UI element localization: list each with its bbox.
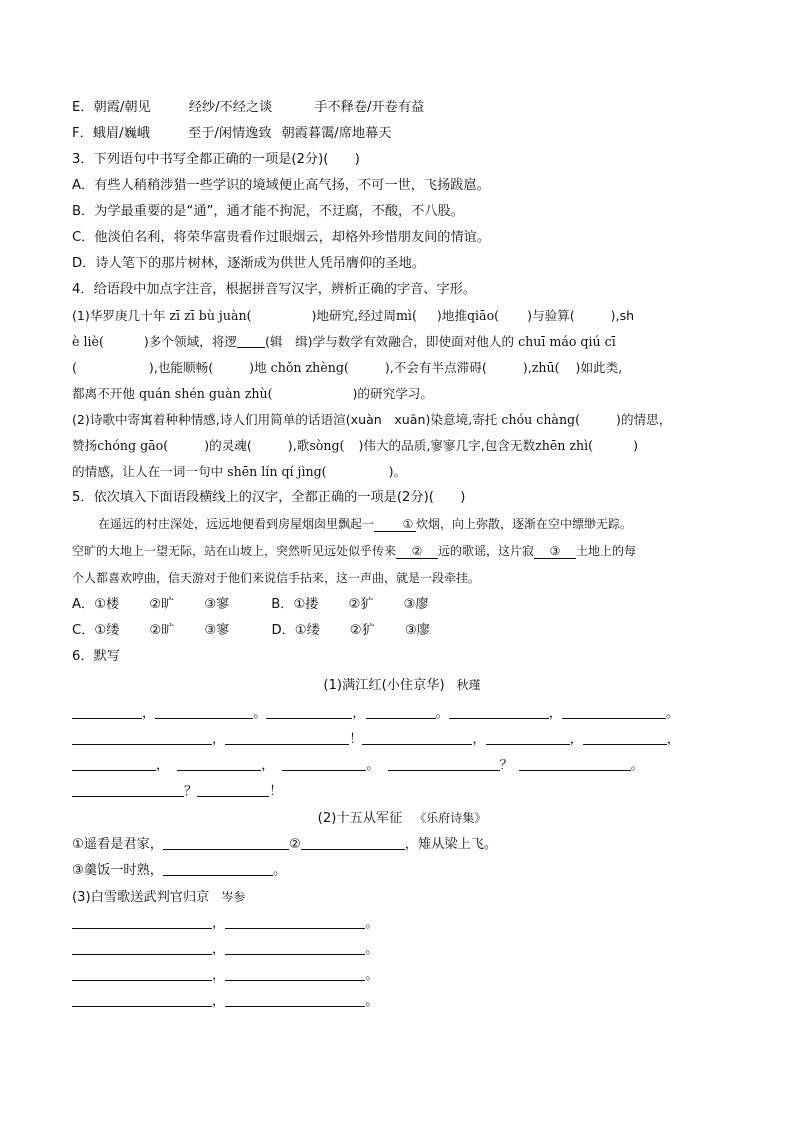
text: ),歌: [287, 438, 310, 453]
poem-1-blanks-line4: [72, 779, 732, 805]
punct: ，: [142, 706, 156, 721]
option-b-2: ②犷: [348, 597, 374, 612]
option-f-c: 朝霞暮霭/席地幕天: [281, 126, 392, 141]
poem-3-title: [72, 884, 732, 911]
option-c-2: ②旷: [149, 623, 175, 638]
poem-1-blanks-line1: [72, 701, 732, 727]
pinyin: mì(: [395, 308, 417, 323]
punct: ？: [184, 784, 198, 799]
text: ),也能顺畅(: [148, 360, 214, 375]
answer-blank[interactable]: [225, 992, 365, 1007]
text: 的情感，让人在一词一句中: [72, 464, 224, 479]
text: 赞扬: [72, 438, 98, 453]
option-f-b: 至于/闲情逸致: [187, 126, 272, 141]
answer-blank[interactable]: [72, 730, 212, 745]
answer-blank[interactable]: [72, 992, 212, 1007]
pinyin: chuī máo qiú cī: [518, 334, 616, 349]
pinyin: chǒn zhèng(: [270, 360, 349, 375]
text: ，雉从梁上飞。: [404, 837, 498, 852]
text: 土地上的每: [576, 544, 637, 558]
answer-blank[interactable]: [177, 756, 261, 771]
option-d-3: ③廖: [404, 623, 430, 638]
pinyin: è liè(: [72, 334, 104, 349]
text: )如此类,: [575, 360, 623, 375]
punct: ？: [499, 758, 513, 773]
answer-blank[interactable]: [225, 914, 365, 929]
question-3-option-b: B．为学最重要的是“通”，通才能不拘泥，不迂腐，不酸，不八股。: [72, 204, 464, 219]
text: )多个领域，将逻: [143, 334, 237, 349]
text: (: [72, 360, 77, 375]
poem-3-blanks-line2: [72, 937, 732, 963]
question-4-para2-line2: [72, 433, 732, 459]
answer-blank[interactable]: [72, 756, 156, 771]
answer-blank[interactable]: [282, 756, 366, 771]
option-a-1[interactable]: A．①楼: [72, 597, 120, 612]
answer-blank[interactable]: [197, 782, 269, 797]
answer-blank[interactable]: [519, 756, 631, 771]
text: )伟大的品质,寥寥几字,包含无数: [358, 438, 536, 453]
poem-author: 《乐府诗集》: [414, 811, 487, 825]
answer-blank[interactable]: [163, 861, 273, 876]
pinyin: zhū(: [531, 360, 560, 375]
text: (1)华罗庚几十年: [72, 308, 166, 323]
answer-blank[interactable]: [366, 704, 436, 719]
text: )的研究学习。: [352, 386, 433, 401]
blank-2[interactable]: ②: [396, 544, 438, 559]
poem-title: (1)满江红(小住京华): [323, 678, 445, 693]
punct: ，: [212, 916, 226, 931]
question-5-passage-line1: [72, 511, 732, 538]
text: 。: [272, 863, 287, 878]
poem-3-blanks-line4: [72, 989, 732, 1015]
punct: ，: [472, 732, 486, 747]
punct: ，: [156, 758, 170, 773]
blank-3[interactable]: ③: [534, 544, 576, 559]
text: ): [633, 438, 639, 453]
text: )的灵魂(: [204, 438, 252, 453]
question-3-option-d: D．诗人笔下的那片树林，逐渐成为供世人凭吊膺仰的圣地。: [72, 256, 426, 271]
option-d-2: ②犷: [349, 623, 375, 638]
text: 都离不开他: [72, 386, 135, 401]
punct: ！: [269, 784, 283, 799]
punct: 。: [665, 706, 680, 721]
option-a-2: ②旷: [149, 597, 175, 612]
punct: 。: [365, 994, 379, 1009]
question-5-options-ab: [72, 592, 732, 618]
answer-blank[interactable]: [237, 333, 265, 348]
question-4-stem: 4．给语段中加点字注音，根据拼音写汉字，辨析正确的字音、字形。: [72, 282, 477, 297]
poem-1-blanks-line2: [72, 727, 732, 753]
question-4-para2-line1: [72, 407, 732, 433]
question-3-option-a: A．有些人稍稍涉猎一些学识的境域便止高气扬，不可一世，飞扬跋扈。: [72, 178, 490, 193]
option-c-1[interactable]: C．①缕: [72, 623, 120, 638]
text: 远的歌谣，这片寂: [438, 544, 535, 558]
pinyin: sòng(: [309, 438, 345, 453]
text: ②: [288, 837, 301, 852]
poem-1-blanks-line3: [72, 753, 732, 779]
text: ③羹饭一时熟，: [72, 863, 163, 878]
text: ),: [522, 360, 532, 375]
question-3-stem: 3．下列语句中书写全都正确的一项是(2分)( ): [72, 152, 360, 167]
question-3-option-c: C．他淡伯名利，将荣华富贵看作过眼烟云，却格外珍惜朋友间的情谊。: [72, 230, 491, 245]
text: )。: [388, 464, 407, 479]
punct: 。: [365, 916, 379, 931]
question-5-options-cd: [72, 618, 732, 644]
text: (2)诗歌中寄寓着种种情感,诗人们用简单的话语渲(xuàn xuān)染意境,寄托: [72, 412, 498, 427]
answer-blank[interactable]: [155, 704, 253, 719]
question-5-passage-line2: [72, 538, 732, 565]
pinyin: shēn lín qí jìng(: [227, 464, 327, 479]
pinyin: zī zī bù juàn(: [169, 308, 252, 323]
answer-blank[interactable]: [225, 940, 365, 955]
answer-blank[interactable]: [583, 730, 667, 745]
punct: ，: [212, 732, 226, 747]
pinyin: qiāo(: [466, 308, 500, 323]
answer-blank[interactable]: [225, 730, 349, 745]
poem-1-title: [72, 672, 732, 699]
pinyin: chóu chàng(: [501, 412, 581, 427]
question-6-stem: 6．默写: [72, 649, 120, 664]
answer-blank[interactable]: [362, 730, 472, 745]
poem-3-blanks-line1: [72, 911, 732, 937]
text: )地: [249, 360, 267, 375]
text: )的情思，: [616, 412, 672, 427]
question-4-para1-line1: [72, 303, 732, 329]
option-e-c: 手不释卷/开卷有益: [314, 100, 425, 115]
poem-author: 岑参: [221, 890, 246, 904]
punct: 。: [365, 942, 379, 957]
answer-blank[interactable]: [163, 835, 289, 850]
poem-2-line2: [72, 858, 732, 884]
exam-page: [72, 95, 732, 1015]
text: ),不会有半点滞碍(: [384, 360, 487, 375]
question-4-para1-line2: [72, 329, 732, 355]
text: ),sh: [610, 308, 635, 323]
question-4-para2-line3: [72, 459, 732, 485]
option-e-a: E．朝霞/朝见: [72, 100, 151, 115]
pinyin: zhēn zhì(: [535, 438, 594, 453]
poem-2-line1: [72, 832, 732, 858]
text: 在遥远的村庄深处，远远地便看到房屋烟囱里飘起一: [98, 517, 375, 531]
punct: ，: [666, 732, 680, 747]
punct: ，: [548, 706, 562, 721]
answer-blank[interactable]: [72, 940, 212, 955]
punct: 。: [435, 706, 449, 721]
poem-author: 秋瑾: [456, 678, 481, 692]
text: )地研究,经过周: [311, 308, 396, 323]
poem-2-title: [72, 805, 732, 832]
option-a-3: ③寥: [204, 597, 230, 612]
option-b-3: ③廖: [403, 597, 429, 612]
pinyin: chóng gāo(: [97, 438, 169, 453]
text: )地推: [436, 308, 467, 323]
option-e: [72, 95, 732, 121]
answer-blank[interactable]: [72, 782, 184, 797]
option-c-3: ③寥: [204, 623, 230, 638]
text: (辑 缉)学与数学有效融合，即使面对他人的: [264, 334, 515, 349]
answer-blank[interactable]: [225, 966, 365, 981]
text: 空旷的大地上一望无际，站在山坡上，突然听见远处似乎传来: [72, 544, 397, 558]
answer-blank[interactable]: [301, 835, 405, 850]
option-f-a: F．蛾眉/巍峨: [72, 126, 150, 141]
punct: ，: [212, 942, 226, 957]
punct: ！: [349, 732, 363, 747]
punct: ，: [212, 968, 226, 983]
text: 炊烟，向上弥散，逐渐在空中缥缈无踪。: [416, 517, 633, 531]
answer-blank[interactable]: [449, 704, 549, 719]
answer-blank[interactable]: [72, 914, 212, 929]
punct: ，: [261, 758, 275, 773]
answer-blank[interactable]: [266, 704, 352, 719]
question-5-passage-line3: 个人都喜欢哼曲，信天游对于他们来说信手拈来，这一声曲，就是一段牵挂。: [72, 571, 481, 585]
pinyin: quán shén guàn zhù(: [138, 386, 273, 401]
blank-1[interactable]: ①: [374, 517, 416, 532]
answer-blank[interactable]: [562, 704, 666, 719]
punct: ，: [569, 732, 583, 747]
option-d-1[interactable]: D．①缕: [271, 623, 320, 638]
text: ①遥看是君家，: [72, 837, 163, 852]
question-4-para1-line4: [72, 381, 732, 407]
answer-blank[interactable]: [72, 704, 142, 719]
question-5-stem: 5．依次填入下面语段横线上的汉字，全都正确的一项是(2分)( ): [72, 490, 466, 505]
answer-blank[interactable]: [388, 756, 500, 771]
poem-title: (3)白雪歌送武判官归京: [72, 890, 210, 905]
punct: 。: [366, 758, 380, 773]
answer-blank[interactable]: [486, 730, 570, 745]
option-f: [72, 121, 732, 147]
punct: ，: [212, 994, 226, 1009]
poem-3-blanks-line3: [72, 963, 732, 989]
punct: 。: [630, 758, 644, 773]
punct: 。: [365, 968, 379, 983]
answer-blank[interactable]: [72, 966, 212, 981]
option-e-b: 经纱/不经之谈: [188, 100, 273, 115]
poem-title: (2)十五从军征: [317, 811, 403, 826]
punct: 。: [253, 706, 267, 721]
punct: ，: [352, 706, 366, 721]
question-4-para1-line3: [72, 355, 732, 381]
text: )与验算(: [527, 308, 575, 323]
option-b-1[interactable]: B．①搂: [271, 597, 319, 612]
